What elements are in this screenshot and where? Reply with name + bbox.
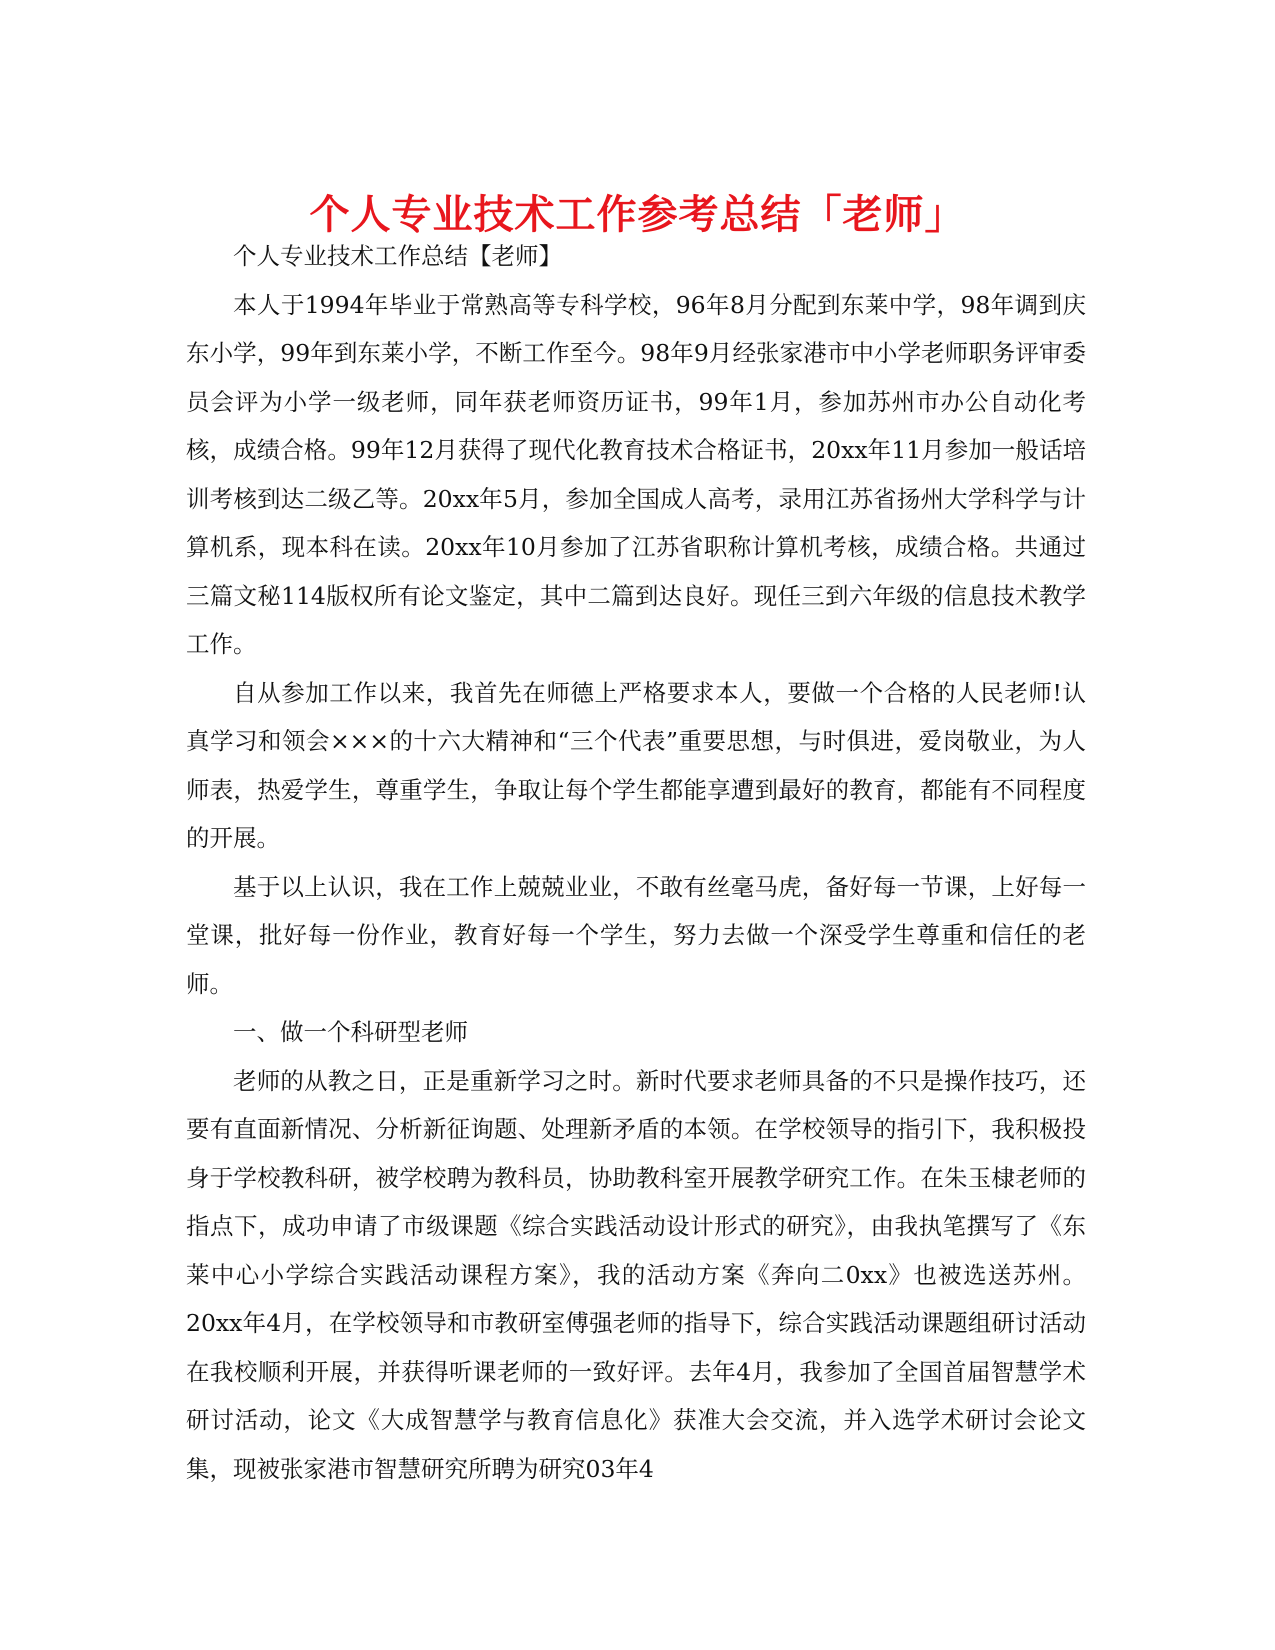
document-body [186, 232, 1086, 1493]
document-subtitle: 个人专业技术工作总结【老师】 [233, 242, 562, 270]
paragraph-background: 本人于1994年毕业于常熟高等专科学校，96年8月分配到东莱中学，98年调到庆东小学，99年到东莱小学，不断工作至今。98年9月经张家港市中小学老师职务评审委员会评为小学一级老师，同年获老师资历证书，99年1月，参加苏州市办公自动化考核，成绩合格。99年12月获得了现代化教育技术合格证书，20xx年11月参加一般话培训考核到达二级乙等。20xx年5月，参加全国成人高考，录用江苏省扬州大学科学与计算机系，现本科在读。20xx年10月参加了江苏省职称计算机考核，成绩合格。共通过三篇文秘114版权所有论文鉴定，其中二篇到达良好。现任三到六年级的信息技术教学工作。 [186, 290, 1086, 658]
paragraph-work-attitude: 基于以上认识，我在工作上兢兢业业，不敢有丝毫马虎，备好每一节课，上好每一堂课，批好每一份作业，教育好每一个学生，努力去做一个深受学生尊重和信任的老师。 [186, 872, 1086, 998]
paragraph-research: 老师的从教之日，正是重新学习之时。新时代要求老师具备的不只是操作技巧，还要有直面新情况、分析新征询题、处理新矛盾的本领。在学校领导的指引下，我积极投身于学校教科研，被学校聘为教科员，协助教科室开展教学研究工作。在朱玉棣老师的指点下，成功申请了市级课题《综合实践活动设计形式的研究》，由我执笔撰写了《东莱中心小学综合实践活动课程方案》，我的活动方案《奔向二0xx》也被选送苏州。20xx年4月，在学校领导和市教研室傅强老师的指导下，综合实践活动课题组研讨活动在我校顺利开展，并获得听课老师的一致好评。去年4月，我参加了全国首届智慧学术研讨活动，论文《大成智慧学与教育信息化》获准大会交流，并入选学术研讨会论文集，现被张家港市智慧研究所聘为研究03年4 [186, 1066, 1086, 1483]
document-title: 个人专业技术工作参考总结「老师」 [309, 190, 966, 238]
paragraph-ethics: 自从参加工作以来，我首先在师德上严格要求本人，要做一个合格的人民老师!认真学习和领会×××的十六大精神和“三个代表”重要思想，与时俱进，爱岗敬业，为人师表，热爱学生，尊重学生，争取让每个学生都能享遭到最好的教育，都能有不同程度的开展。 [186, 678, 1086, 852]
section-heading: 一、做一个科研型老师 [233, 1018, 468, 1046]
